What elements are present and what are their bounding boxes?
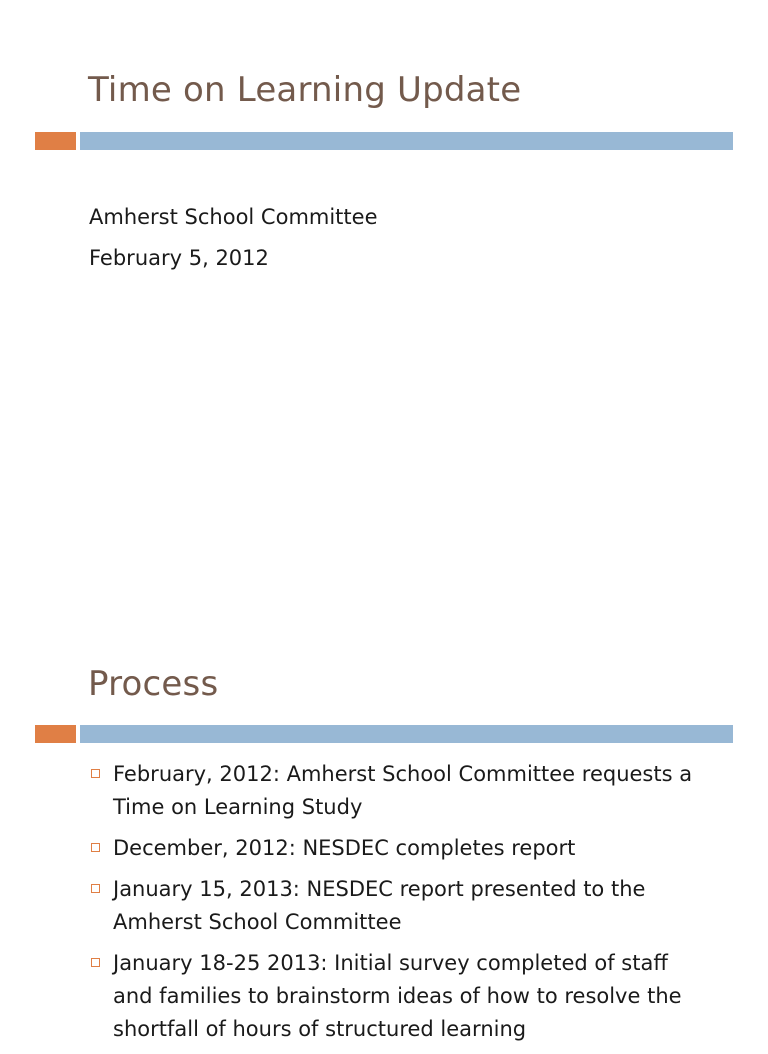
title-accent-orange-bar	[35, 132, 76, 150]
process-bullet-list	[90, 758, 710, 1054]
subtitle-committee: Amherst School Committee	[89, 205, 378, 229]
process-heading: Process	[88, 664, 219, 704]
slide-title-heading: Time on Learning Update	[88, 70, 522, 110]
list-item-text: January 18-25 2013: Initial survey completed of staff and families to brainstorm ideas of how to resolve the shortfall of hours of structured learning	[113, 951, 682, 1041]
list-item	[90, 873, 710, 939]
subtitle-date: February 5, 2012	[89, 246, 269, 270]
process-accent-orange-bar	[35, 725, 76, 743]
title-accent-blue-bar	[80, 132, 733, 150]
hollow-square-icon	[91, 884, 100, 893]
hollow-square-icon	[91, 958, 100, 967]
process-accent-blue-bar	[80, 725, 733, 743]
hollow-square-icon	[91, 769, 100, 778]
list-item-text: February, 2012: Amherst School Committee requests a Time on Learning Study	[113, 762, 693, 819]
hollow-square-icon	[91, 843, 100, 852]
list-item	[90, 832, 710, 865]
list-item	[90, 947, 710, 1046]
list-item	[90, 758, 710, 824]
list-item-text: January 15, 2013: NESDEC report presented to the Amherst School Committee	[113, 877, 646, 934]
list-item-text: December, 2012: NESDEC completes report	[113, 836, 576, 860]
slide-process	[0, 594, 768, 1041]
